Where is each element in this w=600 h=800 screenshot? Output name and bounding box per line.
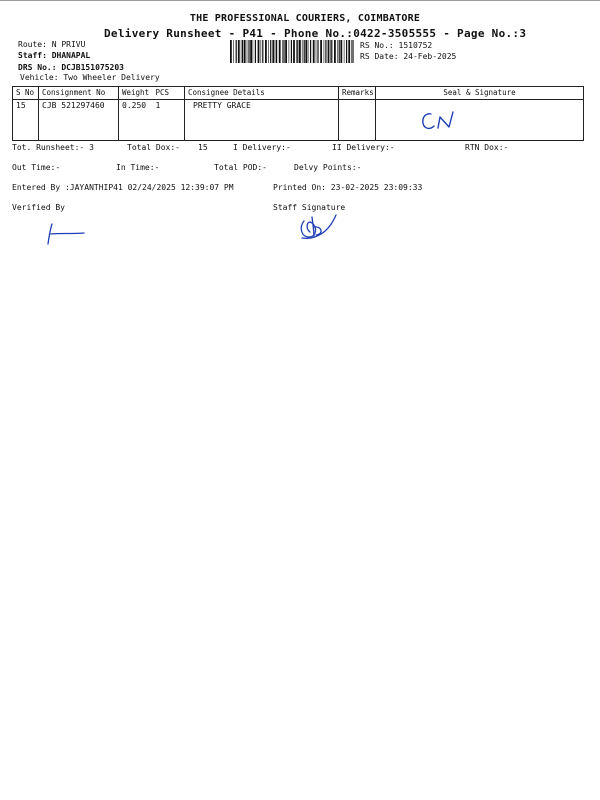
col-consignment: Consignment No [39,87,119,100]
company-title: THE PROFESSIONAL COURIERS, COIMBATORE [189,13,421,24]
staff-signature [296,207,346,243]
cell-remarks [339,100,376,141]
top-rule [0,0,600,1]
col-pcs: PCS [153,87,185,100]
table-header-row [13,87,584,100]
cell-consignee: PRETTY GRACE [185,100,339,141]
vehicle-text: Vehicle: Two Wheeler Delivery [20,73,160,82]
staff-text: Staff: DHANAPAL [18,51,91,60]
in-time: In Time:- [116,163,160,172]
cell-sno: 15 [13,100,39,141]
total-pod: Total POD:- [214,163,267,172]
i-delivery: I Delivery:- [233,143,291,152]
cell-pcs: 1 [153,100,185,141]
runsheet-table [12,86,584,141]
cell-seal [376,100,584,141]
barcode-image [230,40,354,63]
col-consignee: Consignee Details [185,87,339,100]
total-dox-value: 15 [198,143,208,152]
verified-by-label: Verified By [12,203,65,212]
ii-delivery: II Delivery:- [332,143,395,152]
entered-by: Entered By :JAYANTHIP41 02/24/2025 12:39:07 PM [12,183,234,192]
rtn-dox: RTN Dox:- [465,143,509,152]
col-seal: Seal & Signature [376,87,584,100]
printed-on: Printed On: 23-02-2025 23:09:33 [273,183,423,192]
staff-signature-label: Staff Signature [273,203,346,212]
out-time: Out Time:- [12,163,61,172]
runsheet-title: Delivery Runsheet - P41 - Phone No.:0422-3505555 - Page No.:3 [104,27,527,40]
cell-weight: 0.250 [119,100,153,141]
rs-number: RS No.: 1510752 [360,41,433,50]
col-weight: Weight [119,87,153,100]
seal-signature-handwriting [420,108,464,134]
drs-number: DRS No.: DCJB151075203 [18,63,124,72]
verified-signature [40,222,90,246]
total-dox-label: Total Dox:- [127,143,180,152]
col-remarks: Remarks [339,87,376,100]
route-text: Route: N PRIVU [18,40,86,49]
rs-date: RS Date: 24-Feb-2025 [360,52,457,61]
tot-runsheet: Tot. Runsheet:- 3 [12,143,94,152]
delvy-points: Delvy Points:- [294,163,362,172]
table-row [13,100,584,141]
cell-consignment: CJB 521297460 [39,100,119,141]
col-sno: S No [13,87,39,100]
